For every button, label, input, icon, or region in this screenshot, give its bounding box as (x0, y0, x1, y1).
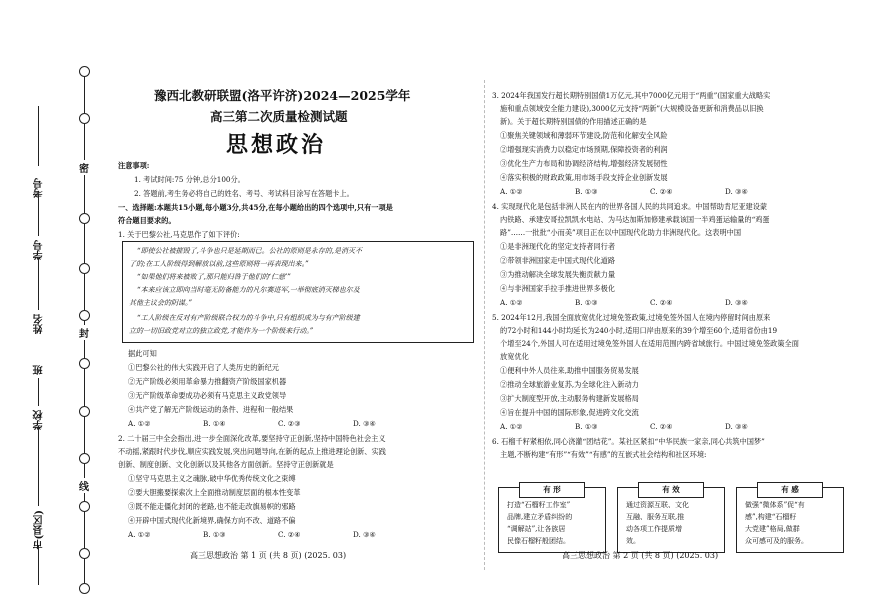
q6-card-line: 互融、服务互联,推 (626, 513, 685, 521)
q5-stem-line4: 放宽优化 (500, 352, 529, 361)
q6-card-line: 大党建”格局,做群 (745, 525, 800, 533)
q3-option-3: ③优化生产力布局和协调经济结构,增强经济发展韧性 (500, 159, 668, 168)
q2-choice-a[interactable]: A. ①② (128, 530, 151, 539)
q3-stem-line1: 3. 2024年我国发行超长期特别国债1万亿元,其中7000亿元用于“两重”(国家重大战略实 (492, 91, 771, 100)
q6-card-line: 通过资源互联、文化 (626, 501, 689, 509)
q6-card-tangible (498, 487, 606, 553)
section1-instruction-cont: 符合题目要求的。 (118, 216, 176, 225)
q6-card-line: 民像石榴籽般团结。 (507, 537, 570, 545)
q3-choice-d[interactable]: D. ③④ (725, 187, 748, 196)
exam-number-blank[interactable] (38, 106, 39, 166)
page-footer-left: 高三思想政治 第 1 页 (共 8 页) (2025. 03) (190, 551, 347, 560)
q6-card-line: “调解站”,让各族居 (507, 525, 566, 533)
q1-option-4: ④共产党了解无产阶级运动的条件、进程和一般结果 (128, 405, 294, 414)
q2-stem-line1: 2. 二十届三中全会指出,进一步全面深化改革,要坚持守正创新,坚持中国特色社会主义 (118, 434, 386, 443)
label-name: 姓名 (34, 314, 45, 334)
q4-option-3: ③为推动解决全球发展失衡贡献力量 (500, 270, 616, 279)
q4-choice-d[interactable]: D. ③④ (725, 298, 748, 307)
q4-stem-line2: 内铁路、承建安哥拉凯凯水电站、为马达加斯加修建承载该国一半鸡蛋运输量的“鸡蛋 (500, 215, 770, 224)
q6-card-title: 有 感 (757, 482, 823, 498)
q1-choice-c[interactable]: C. ②③ (278, 419, 301, 428)
binding-hole (79, 113, 90, 124)
school-blank[interactable] (38, 426, 39, 506)
city-county-blank[interactable] (38, 545, 39, 585)
q2-option-4: ④开辟中国式现代化新境界,确保方向不改、道路不偏 (128, 516, 296, 525)
q5-stem-line3: 个增至24个,外国人可在适用过境免签外国人在适用范围内跨省域旅行。中国过境免签政策全面 (500, 339, 799, 348)
binding-hole (79, 453, 90, 464)
q2-option-3: ③既不能走僵化封闭的老路,也不能走改旗易帜的邪路 (128, 502, 296, 511)
q2-choice-b[interactable]: B. ①③ (203, 530, 226, 539)
q6-card-title: 有 形 (519, 482, 585, 498)
q5-choice-d[interactable]: D. ③④ (725, 422, 748, 431)
exam-title-line1: 豫西北教研联盟(洛平许济)2024—2025学年 (154, 88, 411, 103)
notes-title: 注意事项: (118, 161, 150, 170)
q1-option-1: ①巴黎公社的伟大实践开启了人类历史的新纪元 (128, 363, 279, 372)
q6-card-line: 感”,构建“石榴籽 (745, 513, 797, 521)
q2-choice-d[interactable]: D. ③④ (353, 530, 376, 539)
q1-choice-b[interactable]: B. ①④ (203, 419, 226, 428)
binding-hole (79, 66, 90, 77)
q2-stem-line2: 不动摇,紧跟时代步伐,顺应实践发展,突出问题导向,在新的起点上推进理论创新、实践 (118, 447, 386, 456)
seal-char-feng: 封 (77, 325, 91, 340)
q3-stem-line3: 新)。关于超长期特别国债的作用描述正确的是 (500, 117, 647, 126)
q3-stem-line2: 施和重点领域安全能力建设),3000亿元支持“两新”(大规模设备更新和消费品以旧换 (500, 104, 764, 113)
q3-choice-b[interactable]: B. ①③ (575, 187, 598, 196)
section1-instruction: 一、选择题:本题共15小题,每小题3分,共45分,在每小题给出的四个选项中,只有一项是 (118, 203, 393, 212)
q1-quote-line: “工人阶级在反对有产阶级联合权力的斗争中,只有组织成为与有产阶级建 (137, 314, 360, 322)
q4-stem-line1: 4. 实现现代化是包括非洲人民在内的世界各国人民的共同追求。中国帮助肯尼亚建设蒙 (492, 202, 768, 211)
name-blank[interactable] (38, 258, 39, 310)
q6-card-line: 品牌,建立矛盾纠纷的 (507, 513, 573, 521)
q5-option-3: ③扩大制度型开放,主动服务构建新发展格局 (500, 394, 639, 403)
seal-char-xian: 线 (77, 478, 91, 493)
binding-hole (79, 501, 90, 512)
binding-hole (79, 548, 90, 559)
q1-choice-a[interactable]: A. ①② (128, 419, 151, 428)
q4-choice-c[interactable]: C. ②④ (650, 298, 673, 307)
q1-quote-line: “本来应该立即向当时毫无防备能力的凡尔赛进军,一举彻底消灭梯也尔及 (137, 286, 360, 294)
q1-stem: 1. 关于巴黎公社,马克思作了如下评价: (118, 230, 240, 239)
q5-option-4: ④旨在提升中国的国际形象,促进跨文化交流 (500, 408, 639, 417)
q2-choice-c[interactable]: C. ②④ (278, 530, 301, 539)
class-blank[interactable] (38, 378, 39, 406)
binding-hole (79, 358, 90, 369)
label-city-county: 市(县区) (34, 510, 45, 550)
q1-quote-line: 立的一切旧政党对立的独立政党,才能作为一个阶级来行动。” (129, 327, 314, 335)
label-class: 班 (34, 365, 45, 375)
q5-choice-a[interactable]: A. ①② (500, 422, 523, 431)
q6-card-line: 打造“石榴籽工作室” (507, 501, 571, 509)
q1-quote-line: “即使公社被摧毁了,斗争也只是延期而已。公社的原则是永存的,是消灭不 (137, 247, 363, 255)
q6-card-perceptible (736, 487, 844, 553)
binding-hole (79, 310, 90, 321)
q1-option-2: ②无产阶级必须用革命暴力推翻资产阶级国家机器 (128, 377, 287, 386)
q6-stem-line1: 6. 石榴千籽紧相依,同心浇灌“团结花”。某社区紧扣“中华民族一家亲,同心共筑中国梦” (492, 437, 765, 446)
q1-quote-box (122, 241, 474, 343)
q4-stem-line3: 路”……一批批“小而美”项目正在以中国现代化助力非洲现代化。这表明中国 (500, 228, 742, 237)
q5-choice-c[interactable]: C. ②④ (650, 422, 673, 431)
page-footer-right: 高三思想政治 第 2 页 (共 8 页) (2025. 03) (562, 551, 719, 560)
binding-hole (79, 263, 90, 274)
q5-stem-line1: 5. 2024年12月,我国全面放宽优化过境免签政策,过境免签外国人在境内停留时间由原来 (492, 313, 771, 322)
student-number-blank[interactable] (38, 194, 39, 236)
q6-card-line: 动各项工作提质增 (626, 525, 682, 533)
q5-choice-b[interactable]: B. ①③ (575, 422, 598, 431)
subject-title: 思想政治 (226, 132, 327, 158)
q3-option-4: ④落实积极的财政政策,用市场手段支持企业创新发展 (500, 173, 668, 182)
notes-item-1: 1. 考试时间:75 分钟,总分100分。 (134, 175, 245, 184)
page-divider (484, 80, 485, 570)
q6-card-title: 有 效 (638, 482, 704, 498)
q5-stem-line2: 的72小时和144小时均延长为240小时,适用口岸由原来的39个增至60个,适用省份由19 (500, 326, 778, 335)
q1-quote-line: “如果他们将来被败了,那只能归咎于他们的‘仁慈’” (137, 273, 291, 281)
q3-option-1: ①聚焦关键领域和薄弱环节建设,防范和化解安全风险 (500, 131, 668, 140)
q2-option-1: ①坚守马克思主义之魂脉,破中华优秀传统文化之束缚 (128, 474, 296, 483)
exam-title-line2: 高三第二次质量检测试题 (210, 109, 348, 124)
q4-choice-b[interactable]: B. ①③ (575, 298, 598, 307)
q4-option-1: ①是非洲现代化的坚定支持者同行者 (500, 242, 616, 251)
seal-char-mi: 密 (77, 160, 91, 175)
q1-lead: 据此可知 (128, 349, 157, 358)
q1-option-3: ③无产阶级革命要成功必须有马克思主义政党领导 (128, 391, 287, 400)
q4-choice-a[interactable]: A. ①② (500, 298, 523, 307)
binding-hole (79, 213, 90, 224)
q1-quote-line: 其他主议会的阴谋。” (129, 299, 193, 307)
q3-choice-c[interactable]: C. ②④ (650, 187, 673, 196)
q6-card-line: 效。 (626, 537, 640, 545)
q6-stem-line2: 主题,不断构建“有形”“有效”“有感”的互嵌式社会结构和社区环境: (500, 450, 707, 459)
q6-card-line: 做强“微体系”促“有 (745, 501, 805, 509)
binding-hole (79, 406, 90, 417)
label-school: 学校 (34, 410, 45, 430)
notes-item-2: 2. 答题前,考生务必将自己的姓名、考号、考试科目涂写在答题卡上。 (134, 189, 354, 198)
q2-option-2: ②要大胆搬要探索次上全面推动制度层面的根本性变革 (128, 488, 301, 497)
q6-card-line: 众可感可及的服务。 (745, 537, 808, 545)
q4-option-2: ②带领非洲国家走中国式现代化道路 (500, 256, 616, 265)
q4-option-4: ④与非洲国家手拉手推进世界多极化 (500, 284, 616, 293)
q5-option-2: ②推动全球旅游业复苏,为全球化注入新动力 (500, 380, 639, 389)
q2-stem-line3: 创新、制度创新、文化创新以及其他各方面创新。坚持守正创新就是 (118, 460, 334, 469)
q5-option-1: ①便利中外人员往来,助推中国服务贸易发展 (500, 366, 639, 375)
q1-choice-d[interactable]: D. ③④ (353, 419, 376, 428)
label-student-number: 学号 (34, 240, 45, 260)
binding-hole (79, 583, 90, 594)
q3-choice-a[interactable]: A. ①② (500, 187, 523, 196)
q6-card-effective (617, 487, 725, 553)
q3-option-2: ②增强现实消费力以稳定市场预期,保障投资者的利润 (500, 145, 668, 154)
label-exam-number: 考号 (34, 178, 45, 198)
q1-quote-line: 了的;在工人阶级得到解放以前,这些原则将一再表现出来。” (129, 260, 309, 268)
